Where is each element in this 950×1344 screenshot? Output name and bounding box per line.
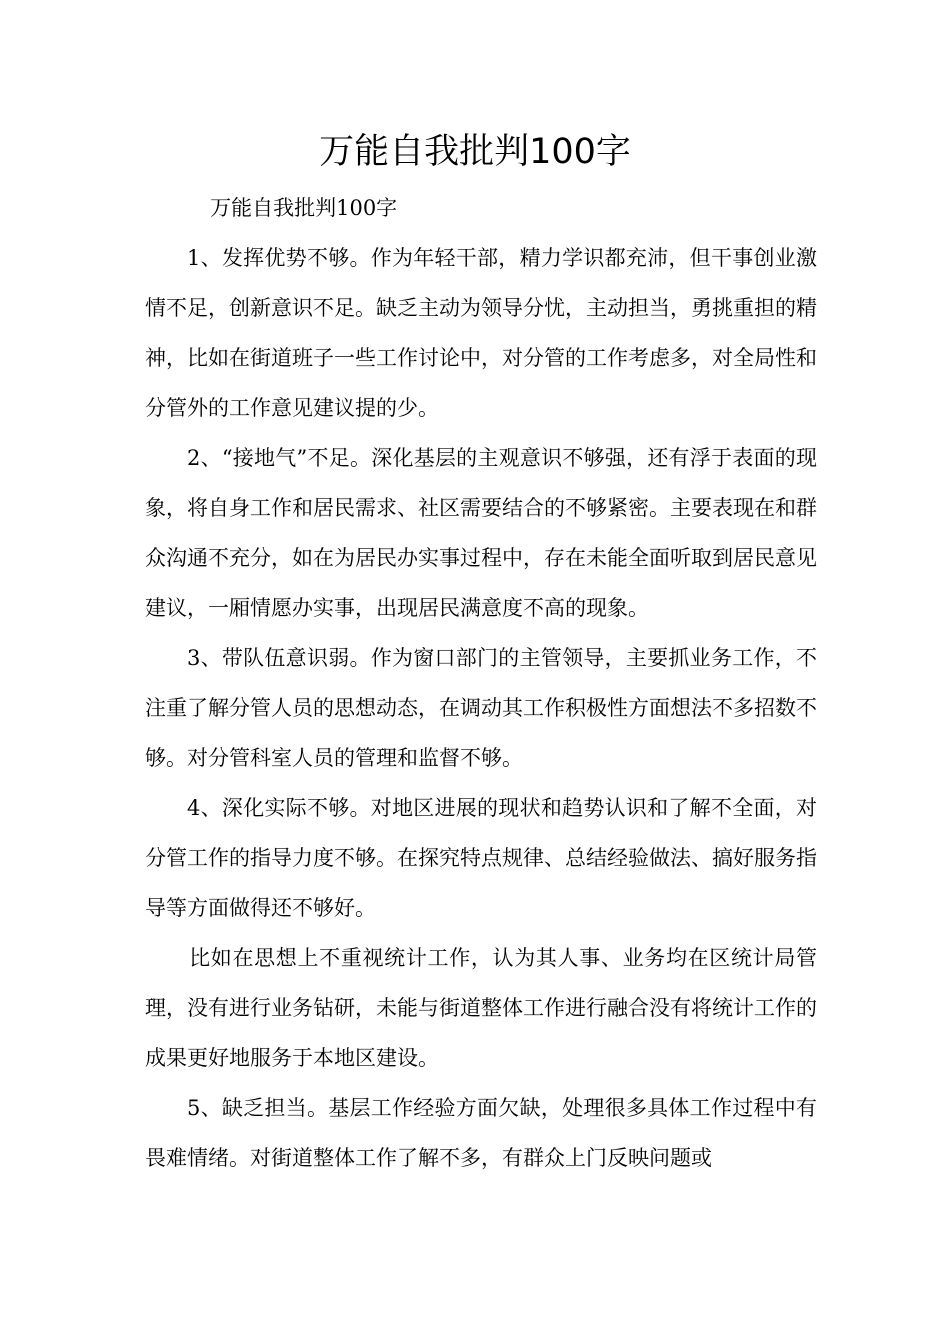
paragraph-4: 4、深化实际不够。对地区进展的现状和趋势认识和了解不全面，对分管工作的指导力度不够。在探究特点规律、总结经验做法、搞好服务指导等方面做得还不够好。 (145, 796, 817, 920)
paragraph-2: 2、“接地气”不足。深化基层的主观意识不够强，还有浮于表面的现象，将自身工作和居民需求、社区需要结合的不够紧密。主要表现在和群众沟通不充分，如在为居民办实事过程中，存在未能全面听取到居民意见建议，一厢情愿办实事，出现居民满意度不高的现象。 (145, 446, 817, 620)
paragraph-example: 比如在思想上不重视统计工作，认为其人事、业务均在区统计局管理，没有进行业务钻研，未能与街道整体工作进行融合没有将统计工作的成果更好地服务于本地区建设。 (145, 946, 817, 1070)
paragraph-3: 3、带队伍意识弱。作为窗口部门的主管领导，主要抓业务工作，不注重了解分管人员的思想动态，在调动其工作积极性方面想法不多招数不够。对分管科室人员的管理和监督不够。 (145, 646, 817, 770)
paragraph-5: 5、缺乏担当。基层工作经验方面欠缺，处理很多具体工作过程中有畏难情绪。对街道整体工作了解不多，有群众上门反映问题或 (145, 1096, 817, 1170)
paragraph-1: 1、发挥优势不够。作为年轻干部，精力学识都充沛，但干事创业激情不足，创新意识不足。缺乏主动为领导分忧，主动担当，勇挑重担的精神，比如在街道班子一些工作讨论中，对分管的工作考虑多，对全局性和分管外的工作意见建议提的少。 (145, 246, 817, 420)
subtitle-paragraph: 万能自我批判100字 (210, 196, 398, 220)
document-title: 万能自我批判100字 (319, 132, 631, 172)
document-body (145, 183, 817, 1183)
